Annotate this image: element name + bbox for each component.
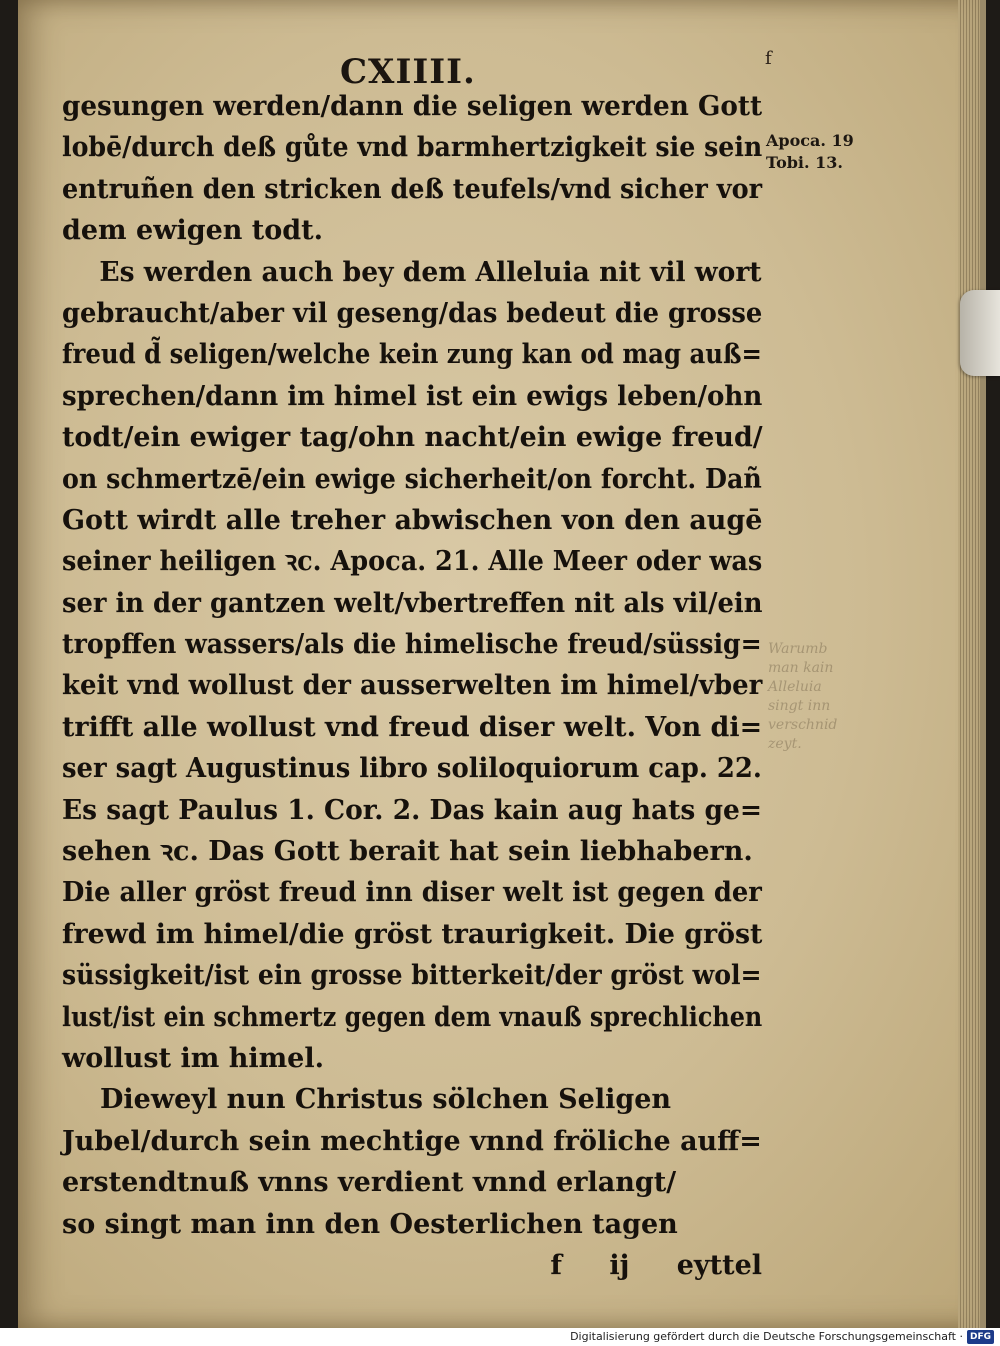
show-through-line: man kain — [768, 660, 834, 676]
text-line: gesungen werden/dann die seligen werden Gott — [62, 91, 763, 122]
text-line: freud d̃ seligen/welche kein zung kan od mag auß= — [62, 339, 762, 371]
show-through-line: Warumb — [768, 641, 828, 657]
footer-bar — [0, 1328, 1000, 1346]
text-line: sprechen/dann im himel ist ein ewigs leben/ohn — [62, 380, 763, 412]
text-line: Es werden auch bey dem Alleluia nit vil wort — [99, 256, 762, 288]
text-line: tropffen wassers/als die himelische freud/süssig= — [62, 629, 762, 661]
margin-note: Tobi. 13. — [766, 153, 843, 172]
show-through-line: verschnid — [768, 717, 838, 733]
text-line: süssigkeit/ist ein grosse bitterkeit/der gröst wol= — [62, 960, 762, 992]
show-through-line: zeyt. — [768, 736, 802, 752]
margin-notes — [766, 130, 876, 174]
page-edges — [958, 0, 980, 1328]
text-line: entruñen den stricken deß teufels/vnd sicher vor — [62, 173, 763, 205]
body-text — [62, 86, 762, 1286]
show-through-line: Alleluia — [768, 679, 822, 695]
text-line: ser sagt Augustinus libro soliloquiorum cap. 22. — [62, 753, 762, 785]
text-line: wollust im himel. — [62, 1042, 324, 1074]
text-line: ser in der gantzen welt/vbertreffen nit als vil/ein — [62, 587, 763, 619]
text-line: lust/ist ein schmertz gegen dem vnauß sprechlichen — [62, 1001, 763, 1033]
text-line: lobē/durch deß gůte vnd barmhertzigkeit sie sein — [62, 132, 763, 164]
text-line: so singt man inn den Oesterlichen tagen — [62, 1208, 678, 1240]
text-line: dem ewigen todt. — [62, 215, 324, 247]
dfg-logo: DFG — [967, 1330, 994, 1344]
catchline: f ij eyttel — [550, 1249, 762, 1281]
text-line: todt/ein ewiger tag/ohn nacht/ein ewige freud/ — [62, 422, 763, 454]
text-line: Es sagt Paulus 1. Cor. 2. Das kain aug hats ge= — [62, 794, 763, 826]
text-line: Die aller gröst freud inn diser welt ist gegen der — [62, 877, 762, 909]
text-line: sehen ꝛc. Das Gott berait hat sein liebhabern. — [62, 836, 753, 868]
text-line: seiner heiligen ꝛc. Apoca. 21. Alle Meer oder was — [62, 546, 763, 578]
margin-note: Apoca. 19 — [766, 131, 854, 150]
text-line: Gott wirdt alle treher abwischen von den augē — [62, 504, 763, 536]
text-line: frewd im himel/die gröst traurigkeit. Die gröst — [62, 918, 763, 950]
text-line: Dieweyl nun Christus sölchen Seligen — [100, 1084, 672, 1116]
show-through-line: singt inn — [768, 698, 831, 714]
text-line: Jubel/durch sein mechtige vnnd fröliche auff= — [62, 1125, 762, 1157]
show-through-text — [768, 640, 868, 754]
text-line: erstendtnuß vnns verdient vnnd erlangt/ — [62, 1167, 677, 1199]
funding-credit: Digitalisierung gefördert durch die Deutsche Forschungsgemeinschaft · — [570, 1330, 963, 1343]
text-line: trifft alle wollust vnd freud diser welt. Von di= — [62, 711, 763, 743]
text-line: on schmertzē/ein ewige sicherheit/on forcht. Dañ — [62, 463, 762, 495]
corner-mark: f — [765, 48, 772, 69]
folio-number: CXIIII. — [340, 52, 476, 92]
text-line: gebraucht/aber vil geseng/das bedeut die grosse — [62, 297, 763, 329]
text-line: keit vnd wollust der ausserwelten im himel/vber — [62, 670, 763, 702]
page-tab-marker — [960, 290, 1000, 376]
